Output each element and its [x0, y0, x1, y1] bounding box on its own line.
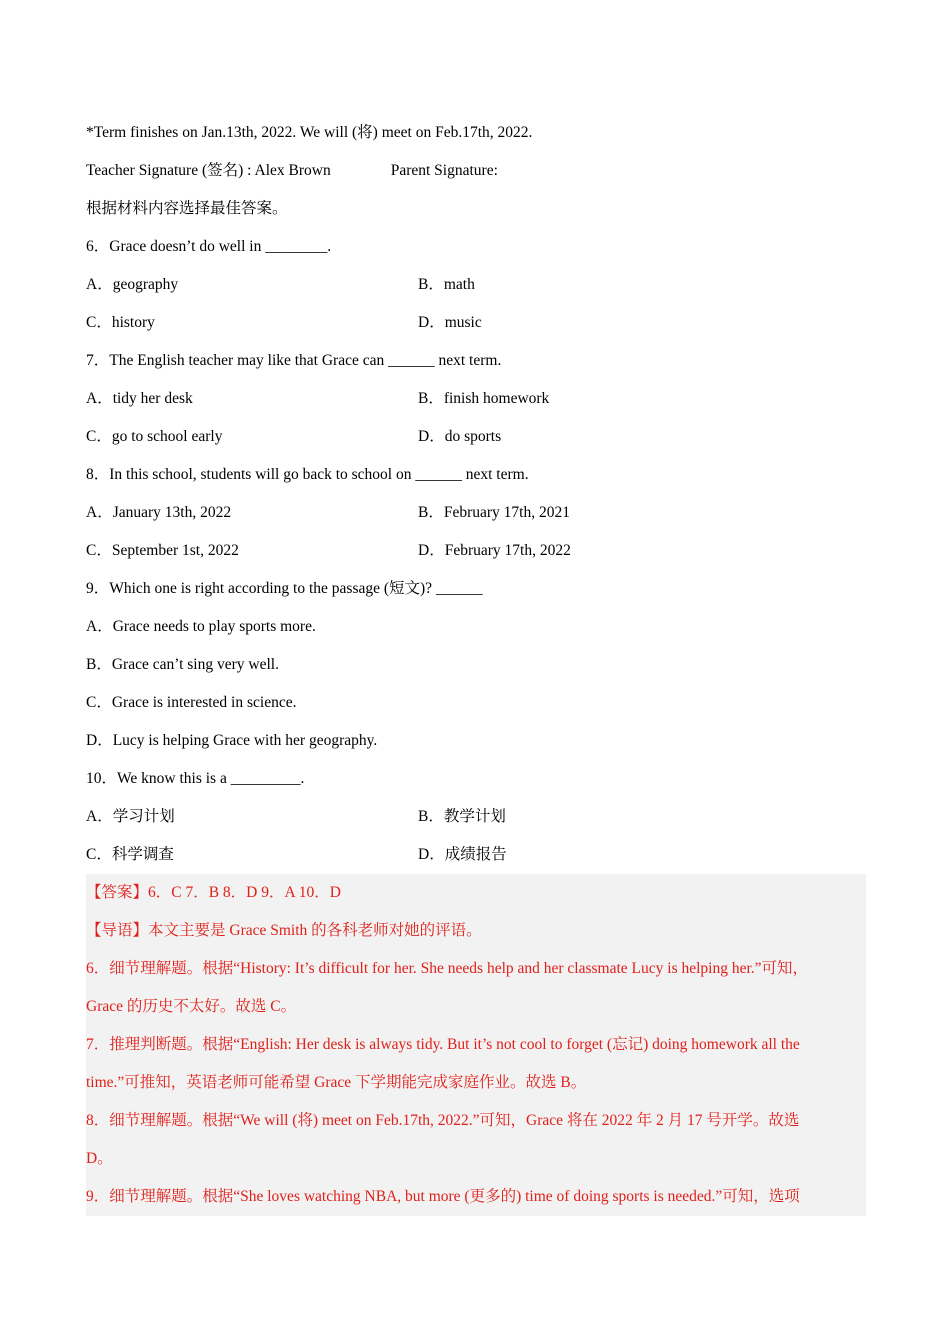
option-a: A．Grace needs to play sports more.: [86, 618, 316, 635]
explanation-line: 8．细节理解题。根据“We will (将) meet on Feb.17th, 2022.”可知，Grace 将在 2022 年 2 月 17 号开学。故选: [86, 1112, 800, 1129]
option-b: B．Grace can’t sing very well.: [86, 656, 279, 673]
option-c: C．Grace is interested in science.: [86, 694, 297, 711]
options-row: [86, 494, 866, 532]
teacher-signature: Teacher Signature (签名) : Alex Brown: [86, 162, 331, 179]
question-stem: 9．Which one is right according to the passage (短文)? ______: [86, 580, 483, 597]
options-row: [86, 836, 866, 874]
option-b: B．math: [418, 276, 475, 293]
answer-section: [86, 874, 866, 1216]
answer-key: 【答案】6．C 7．B 8．D 9．A 10．D: [86, 884, 341, 901]
option-c: C．history: [86, 314, 155, 331]
explanation-line: 7．推理判断题。根据“English: Her desk is always tidy. But it’s not cool to forget (忘记) doing homework all the: [86, 1036, 800, 1053]
options-row: [86, 266, 866, 304]
option-a: A．学习计划: [86, 808, 175, 825]
options-row: [86, 380, 866, 418]
term-note: *Term finishes on Jan.13th, 2022. We will (将) meet on Feb.17th, 2022.: [86, 124, 533, 141]
option-d: D．music: [418, 314, 482, 331]
option-d: D．成绩报告: [418, 846, 507, 863]
document-page: [86, 114, 866, 1216]
instruction: 根据材料内容选择最佳答案。: [86, 200, 288, 217]
option-d: D．do sports: [418, 428, 502, 445]
option-b: B．February 17th, 2021: [418, 504, 570, 521]
option-b: B．教学计划: [418, 808, 506, 825]
option-d: D．February 17th, 2022: [418, 542, 571, 559]
explanation-line: time.”可推知，英语老师可能希望 Grace 下学期能完成家庭作业。故选 B。: [86, 1074, 587, 1091]
explanation-line: Grace 的历史不太好。故选 C。: [86, 998, 297, 1015]
option-c: C．科学调查: [86, 846, 174, 863]
explanation-line: D。: [86, 1150, 113, 1167]
question-stem: 10．We know this is a _________.: [86, 770, 305, 787]
option-a: A．January 13th, 2022: [86, 504, 232, 521]
options-row: [86, 798, 866, 836]
options-row: [86, 418, 866, 456]
option-b: B．finish homework: [418, 390, 550, 407]
explanation-line: 9．细节理解题。根据“She loves watching NBA, but more (更多的) time of doing sports is needed.”可知，选项: [86, 1188, 800, 1205]
guide-text: 【导语】本文主要是 Grace Smith 的各科老师对她的评语。: [86, 922, 482, 939]
options-row: [86, 532, 866, 570]
options-row: [86, 304, 866, 342]
parent-signature: Parent Signature:: [390, 162, 498, 179]
question-stem: 6．Grace doesn’t do well in ________.: [86, 238, 332, 255]
option-a: A．tidy her desk: [86, 390, 193, 407]
option-d: D．Lucy is helping Grace with her geography.: [86, 732, 378, 749]
option-c: C．September 1st, 2022: [86, 542, 239, 559]
explanation-line: 6．细节理解题。根据“History: It’s difficult for her. She needs help and her classmate Lucy is helping her.”可知，: [86, 960, 809, 977]
signature-row: [86, 152, 866, 190]
question-stem: 7．The English teacher may like that Grace can ______ next term.: [86, 352, 502, 369]
option-a: A．geography: [86, 276, 179, 293]
question-stem: 8．In this school, students will go back to school on ______ next term.: [86, 466, 529, 483]
option-c: C．go to school early: [86, 428, 223, 445]
